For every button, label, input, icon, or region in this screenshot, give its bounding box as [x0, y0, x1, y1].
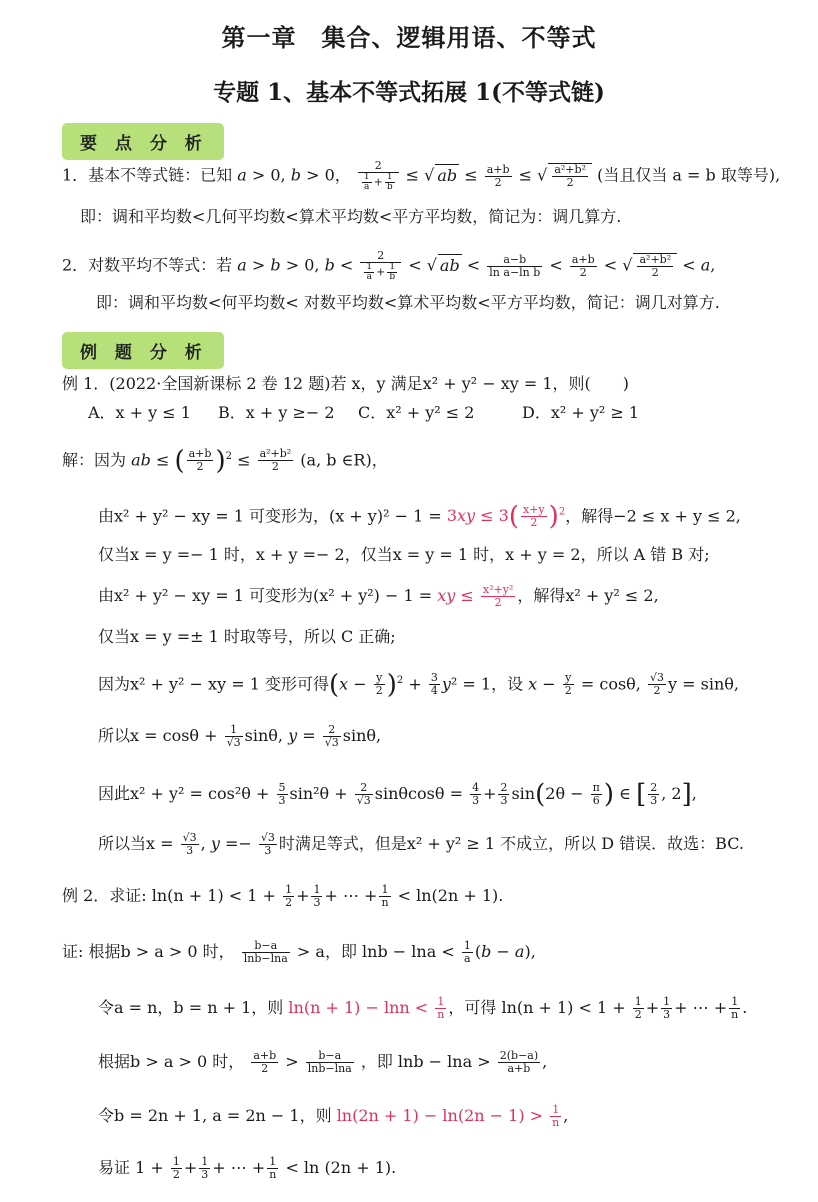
solution-step-8: 所以当x = $\frac{√3}{3}$ , y =− $\frac{√3}{3}$ 时满足等式，但是x² + y² ≥ 1 不成立，所以 D 错误．故选：BC.: [98, 831, 744, 857]
example-2-stem-b: < ln(2n + 1).: [397, 886, 504, 905]
step-5-c: = cosθ,: [580, 674, 641, 694]
solution-intro-tail: (a, b ∈R)，: [300, 450, 388, 470]
proof-2-hl-text: ln(n + 1) − lnn <: [288, 998, 429, 1017]
step-1-a: 由x² + y² − xy = 1 可变形为，(x + y)² − 1 =: [98, 506, 447, 526]
option-d: D．x² + y² ≥ 1: [522, 403, 640, 422]
proof-2-highlight: ln(n + 1) − lnn < $\frac{1}{n}$: [288, 995, 445, 1021]
example-2-stem-a: 例 2．求证: ln(n + 1) < 1 +: [62, 886, 276, 905]
proof-4-hl-text: ln(2n + 1) − ln(2n − 1) >: [336, 1106, 544, 1125]
option-a: A．x + y ≤ 1: [88, 403, 191, 422]
key-point-1-note: 即：调和平均数<几何平均数<算术平均数<平方平均数，简记为：调几算方.: [80, 207, 622, 226]
solution-step-6: 所以x = cosθ + $\frac{1}{√3}$ sinθ, y = $\frac{2}{√3}$ sinθ,: [98, 723, 382, 749]
key-point-1: 1．基本不等式链：已知 a > 0, b > 0， 2 $\frac{1}{a}$ + $\frac{1}{b}$ ≤ √ ab ≤ $\frac{a+b}{2}$ ≤ √ $\frac{\text{a²+b²}}{2}$ (当且仅当 a = b 取等号),: [62, 159, 781, 192]
proof-step-2: 令a = n，b = n + 1，则 ln(n + 1) − lnn < $\frac{1}{n}$ ，可得 ln(n + 1) < 1 + $\frac{1}{2}$ + $\frac{1}{3}$ + ⋯ + $\frac{1}{n}$ .: [98, 995, 748, 1021]
step-5-d: y = sinθ,: [668, 674, 739, 694]
proof-2-b: ，可得 ln(n + 1) < 1 +: [448, 998, 626, 1017]
solution-step-7: 因此x² + y² = cos²θ + $\frac{5}{3}$ sin²θ + $\frac{2}{√3}$ sinθcosθ = $\frac{4}{3}$ + $\frac{2}{3}$ sin(2θ − $\frac{\pi}{6}$ ) ∈ [ $\frac{2}{3}$ , 2],: [98, 779, 697, 810]
key-point-2-note: 即：调和平均数<何平均数< 对数平均数<算术平均数<平方平均数，简记：调几对算方.: [96, 293, 720, 312]
key-point-2: 2．对数平均不等式：若 a > b > 0, b < 2 $\frac{1}{a}$ + $\frac{1}{b}$ < √ ab < $\frac{a-b}{\text{ln a−ln b}}$ < $\frac{a+b}{2}$ < √ $\frac{\text{a²+b²}}{2}$ < a,: [62, 249, 716, 282]
step-7-a: 因此x² + y² = cos²θ +: [98, 784, 270, 803]
key-point-1-suffix: (当且仅当 a = b 取等号),: [597, 165, 781, 185]
key-points-tag: 要 点 分 析: [62, 123, 224, 160]
step-1-b: ，解得−2 ≤ x + y ≤ 2,: [565, 506, 741, 526]
topic-title: 专题 1、基本不等式拓展 1(不等式链): [213, 79, 605, 106]
proof-5-a: 易证 1 +: [98, 1158, 164, 1177]
proof-2-a: 令a = n，b = n + 1，则: [98, 998, 289, 1017]
step-3-highlight: xy ≤ $\frac{\text{x²+y²}}{2}$: [437, 583, 514, 609]
key-point-2-prefix: 2．对数平均不等式：若: [62, 255, 233, 275]
proof-step-3: 根据b > a > 0 时， $\frac{a+b}{2}$ > $\frac{b-a}{\ln b-\ln a}$ ，即 lnb − lna > $\frac{2(b-a)}{a+b}$ ,: [98, 1049, 548, 1075]
proof-5-b: < ln (2n + 1).: [285, 1158, 397, 1177]
step-6-a: 所以x = cosθ +: [98, 726, 218, 745]
examples-tag: 例 题 分 析: [62, 332, 224, 369]
solution-intro: 解：因为 ab ≤ ( $\frac{a+b}{2}$ )$^2$ ≤ $\frac{\text{a²+b²}}{2}$ (a, b ∈R)，: [62, 445, 388, 476]
step-8-b: 时满足等式，但是x² + y² ≥ 1 不成立，所以 D 错误．故选：BC.: [278, 834, 744, 853]
step-3-b: ，解得x² + y² ≤ 2,: [517, 586, 659, 605]
key-point-1-prefix: 1．基本不等式链：已知: [62, 165, 233, 185]
step-3-a: 由x² + y² − xy = 1 可变形为(x² + y²) − 1 =: [98, 586, 438, 605]
proof-1-a: 证: 根据b > a > 0 时，: [62, 942, 235, 961]
proof-step-4: 令b = 2n + 1, a = 2n − 1，则 ln(2n + 1) − ln(2n − 1) > $\frac{1}{n}$ ,: [98, 1103, 569, 1129]
proof-3-a: 根据b > a > 0 时，: [98, 1052, 245, 1071]
option-b: B．x + y ≥− 2: [218, 403, 335, 422]
step-8-a: 所以当x =: [98, 834, 174, 853]
step-1-highlight: 3xy ≤ 3( $\frac{x+y}{2}$ )$^2$: [446, 501, 566, 532]
proof-4-highlight: ln(2n + 1) − ln(2n − 1) > $\frac{1}{n}$: [336, 1103, 560, 1129]
proof-4-a: 令b = 2n + 1, a = 2n − 1，则: [98, 1106, 337, 1125]
step-5-b: = 1，设: [462, 674, 524, 694]
chapter-title: 第一章 集合、逻辑用语、不等式: [221, 23, 597, 52]
proof-1-b: > a，即 lnb − lna <: [296, 942, 455, 961]
solution-step-5: 因为x² + y² − xy = 1 变形可得(x − $\frac{y}{2}$ )$^2$ + $\frac{3}{4}$ y² = 1，设 x − $\frac{y}{2}$ = cosθ, $\frac{√3}{2}$ y = sinθ,: [98, 669, 739, 700]
proof-step-5: 易证 1 + $\frac{1}{2}$ + $\frac{1}{3}$ + ⋯ + $\frac{1}{n}$ < ln (2n + 1).: [98, 1155, 397, 1181]
solution-step-3: [98, 584, 659, 609]
step-5-a: 因为x² + y² − xy = 1 变形可得: [98, 674, 329, 694]
solution-step-2: 仅当x = y =− 1 时，x + y =− 2，仅当x = y = 1 时，x + y = 2，所以 A 错 B 对;: [98, 545, 710, 564]
solution-intro-prefix: 解：因为: [62, 450, 127, 470]
solution-step-1: [98, 501, 741, 532]
example-1-stem: 例 1．(2022·全国新课标 2 卷 12 题)若 x，y 满足x² + y² − xy = 1，则( ): [62, 374, 630, 393]
proof-step-1: 证: 根据b > a > 0 时， $\frac{b-a}{\ln b-\ln a}$ > a，即 lnb − lna < $\frac{1}{a}$ (b − a),: [62, 939, 536, 965]
solution-step-4: 仅当x = y =± 1 时取等号，所以 C 正确;: [98, 627, 396, 646]
proof-3-b: ，即 lnb − lna >: [360, 1052, 491, 1071]
example-2-stem: 例 2．求证: ln(n + 1) < 1 + $\frac{1}{2}$ + $\frac{1}{3}$ + ⋯ + $\frac{1}{n}$ < ln(2n + 1).: [62, 883, 504, 909]
option-c: C．x² + y² ≤ 2: [358, 403, 475, 422]
